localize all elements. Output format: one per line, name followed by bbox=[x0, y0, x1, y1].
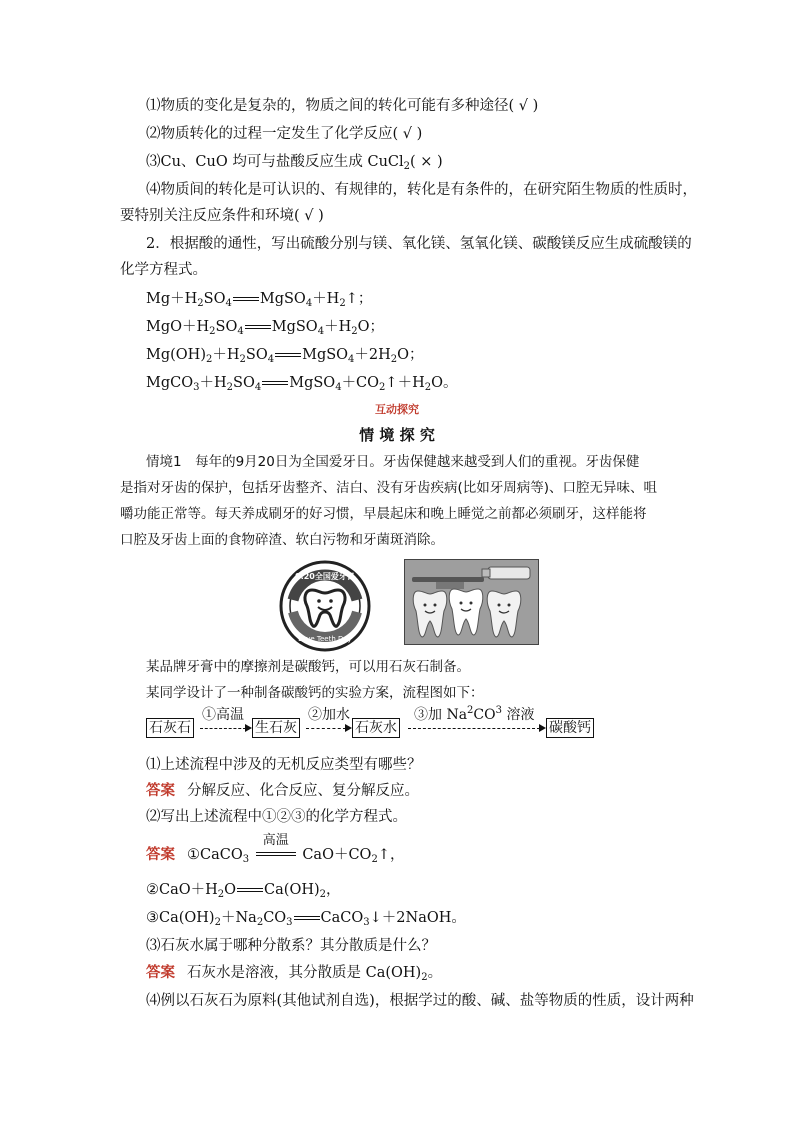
judgement-1: ⑴物质的变化是复杂的，物质之间的转化可能有多种途径( √ ) bbox=[146, 98, 539, 114]
answer-q2-eq1: 答案 ①CaCO$_3$ 高温 $CaO+CO_2↑$， bbox=[146, 833, 405, 865]
question-q1: ⑴上述流程中涉及的无机反应类型有哪些？ bbox=[146, 757, 422, 773]
flow-step-limewater: 石灰水 bbox=[352, 718, 400, 738]
question-q4: ⑷例以石灰石为原料(其他试剂自选)，根据学过的酸、碱、盐等物质的性质，设计两种 bbox=[146, 993, 694, 1009]
scenario-line1: 情境1 每年的9月20日为全国爱牙日。牙齿保健越来越受到人们的重视。牙齿保健 bbox=[146, 454, 640, 470]
judgement-4: ⑷物质间的转化是可认识的、有规律的，转化是有条件的，在研究陌生物质的性质时， bbox=[146, 182, 697, 198]
flow-cond-2: ②加水 bbox=[308, 707, 350, 723]
logo-bottom-text: Love Teeth Day bbox=[298, 635, 352, 643]
equals-sign bbox=[275, 353, 301, 357]
intro-line1: 某品牌牙膏中的摩擦剂是碳酸钙，可以用石灰石制备。 bbox=[146, 659, 470, 675]
equals-sign bbox=[233, 297, 259, 301]
intro-line2: 某同学设计了一种制备碳酸钙的实验方案，流程图如下： bbox=[146, 685, 484, 701]
logo-top-text: 9.20全国爱牙日 bbox=[295, 572, 355, 581]
judgement-2: ⑵物质转化的过程一定发生了化学反应( √ ) bbox=[146, 126, 423, 142]
scenario-line2: 是指对牙齿的保护，包括牙齿整齐、洁白、没有牙齿疾病(比如牙周病等)、口腔无异味、咀 bbox=[120, 480, 658, 496]
flow-arrowhead-1 bbox=[245, 724, 252, 732]
flow-arrowhead-3 bbox=[539, 724, 546, 732]
equation-mgo: $MgO+H_2SO_4$ $MgSO_4+H_2O$； bbox=[146, 319, 384, 337]
equals-sign bbox=[245, 325, 271, 329]
flow-diagram bbox=[146, 704, 598, 740]
judgement-4-cont: 要特别关注反应条件和环境( √ ) bbox=[120, 208, 324, 224]
equation-mgoh2: $Mg(OH)_2+H_2SO_4$ $MgSO_4+2H_2O$； bbox=[146, 347, 424, 365]
question-q2: ⑵写出上述流程中①②③的化学方程式。 bbox=[146, 809, 407, 825]
flow-arrowhead-2 bbox=[345, 724, 352, 732]
flow-cond-3: ③加 $Na^2CO^3$ 溶液 bbox=[414, 705, 535, 723]
flow-arrow-3 bbox=[408, 728, 540, 729]
flow-step-limestone: 石灰石 bbox=[146, 718, 194, 738]
teeth-brushing-illustration bbox=[404, 559, 539, 645]
equals-sign bbox=[237, 888, 263, 892]
flow-arrow-2 bbox=[306, 728, 346, 729]
scenario-line3: 嚼功能正常等。每天养成刷牙的好习惯，早晨起床和晚上睡觉之前都必须刷牙，这样能将 bbox=[120, 506, 647, 522]
equation-mg: $Mg+H_2SO_4$ $MgSO_4+H_2↑$； bbox=[146, 291, 373, 309]
answer-q2-eq3: $③Ca(OH)_2+Na_2CO_3$ CaCO$_3$↓＋2NaOH。 bbox=[146, 910, 466, 928]
flow-step-calcium-carbonate: 碳酸钙 bbox=[546, 718, 594, 738]
scenario-line4: 口腔及牙齿上面的食物碎渣、软白污物和牙菌斑消除。 bbox=[120, 532, 444, 548]
section-tag: 互动探究 bbox=[375, 403, 419, 416]
love-teeth-day-logo bbox=[279, 560, 371, 652]
answer-q2-eq2: $②CaO+H_2O$ $Ca(OH)_2$， bbox=[146, 882, 341, 900]
equals-sign bbox=[294, 916, 320, 920]
answer-q3: 答案 石灰水是溶液，其分散质是 $Ca(OH)_2$。 bbox=[146, 964, 443, 983]
question-2-line1: 2．根据酸的通性，写出硫酸分别与镁、氧化镁、氢氧化镁、碳酸镁反应生成硫酸镁的 bbox=[146, 236, 692, 252]
flow-cond-1: ①高温 bbox=[202, 707, 244, 723]
question-2-line2: 化学方程式。 bbox=[120, 262, 207, 278]
flow-step-quicklime: 生石灰 bbox=[252, 718, 300, 738]
section-title: 情 境 探 究 bbox=[359, 426, 435, 444]
answer-q1: 答案 分解反应、化合反应、复分解反应。 bbox=[146, 782, 419, 799]
equation-mgco3: $MgCO_3+H_2SO_4$ $MgSO_4+CO_2↑+H_2O$。 bbox=[146, 375, 458, 393]
equals-sign bbox=[262, 381, 288, 385]
question-q3: ⑶石灰水属于哪种分散系？其分散质是什么？ bbox=[146, 938, 436, 954]
reaction-condition-arrow: 高温 bbox=[254, 845, 298, 865]
flow-arrow-1 bbox=[200, 728, 246, 729]
judgement-3: ⑶Cu、CuO 均可与盐酸反应生成 CuCl$_2$( × ) bbox=[146, 154, 443, 172]
